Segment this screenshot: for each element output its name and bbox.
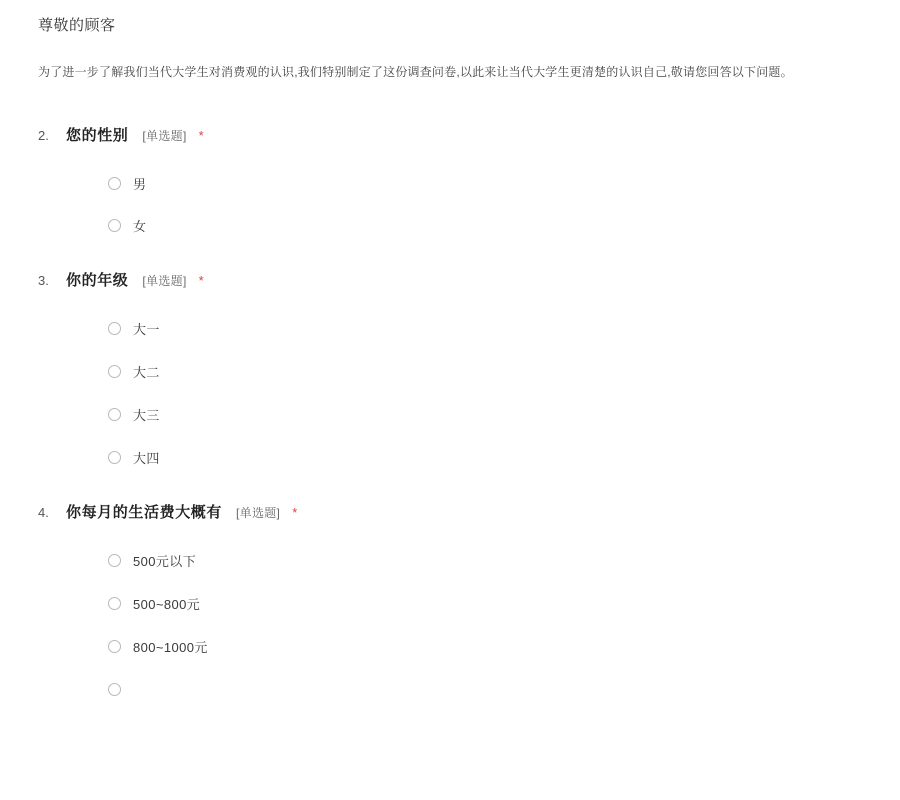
radio-icon[interactable] [108, 683, 121, 696]
radio-icon[interactable] [108, 365, 121, 378]
option-label: 500元以下 [133, 553, 197, 569]
question-number: 2. [38, 128, 49, 143]
question-type-label: [单选题] [142, 274, 187, 288]
option-group [38, 173, 860, 235]
question-grade [0, 269, 900, 467]
question-gender [0, 124, 900, 235]
option-group [38, 550, 860, 699]
question-title: 你每月的生活费大概有 [66, 504, 223, 521]
option-item[interactable] [108, 173, 860, 193]
question-list [0, 124, 900, 699]
option-item[interactable] [108, 550, 860, 570]
option-item[interactable] [108, 636, 860, 656]
question-header [38, 124, 860, 145]
radio-icon[interactable] [108, 597, 121, 610]
radio-icon[interactable] [108, 219, 121, 232]
required-marker: * [292, 505, 298, 520]
option-label: 500~800元 [133, 596, 201, 612]
option-label: 女 [133, 218, 147, 234]
required-marker: * [198, 273, 204, 288]
required-marker: * [198, 128, 204, 143]
option-item[interactable] [108, 404, 860, 424]
option-item[interactable] [108, 447, 860, 467]
option-item[interactable] [108, 215, 860, 235]
radio-icon[interactable] [108, 177, 121, 190]
option-item[interactable] [108, 361, 860, 381]
survey-description: 为了进一步了解我们当代大学生对消费观的认识,我们特别制定了这份调查问卷,以此来让当代大学生更清楚的认识自己,敬请您回答以下问题。 [38, 65, 793, 79]
radio-icon[interactable] [108, 322, 121, 335]
question-header [38, 501, 860, 522]
question-type-label: [单选题] [236, 506, 281, 520]
question-number: 3. [38, 273, 49, 288]
radio-icon[interactable] [108, 451, 121, 464]
radio-icon[interactable] [108, 408, 121, 421]
option-group [38, 318, 860, 467]
option-label: 800~1000元 [133, 639, 208, 655]
option-item[interactable] [108, 679, 860, 699]
radio-icon[interactable] [108, 640, 121, 653]
option-label: 男 [133, 176, 147, 192]
question-title: 你的年级 [66, 272, 129, 289]
question-number: 4. [38, 505, 49, 520]
question-header [38, 269, 860, 290]
option-label: 大二 [133, 364, 160, 380]
option-label: 大一 [133, 321, 160, 337]
radio-icon[interactable] [108, 554, 121, 567]
option-item[interactable] [108, 318, 860, 338]
page-title: 尊敬的顾客 [38, 17, 116, 34]
option-label: 大四 [133, 450, 160, 466]
question-type-label: [单选题] [142, 129, 187, 143]
option-label: 大三 [133, 407, 160, 423]
survey-header [0, 0, 900, 82]
option-item[interactable] [108, 593, 860, 613]
question-title: 您的性别 [66, 127, 129, 144]
question-monthly-allowance [0, 501, 900, 699]
